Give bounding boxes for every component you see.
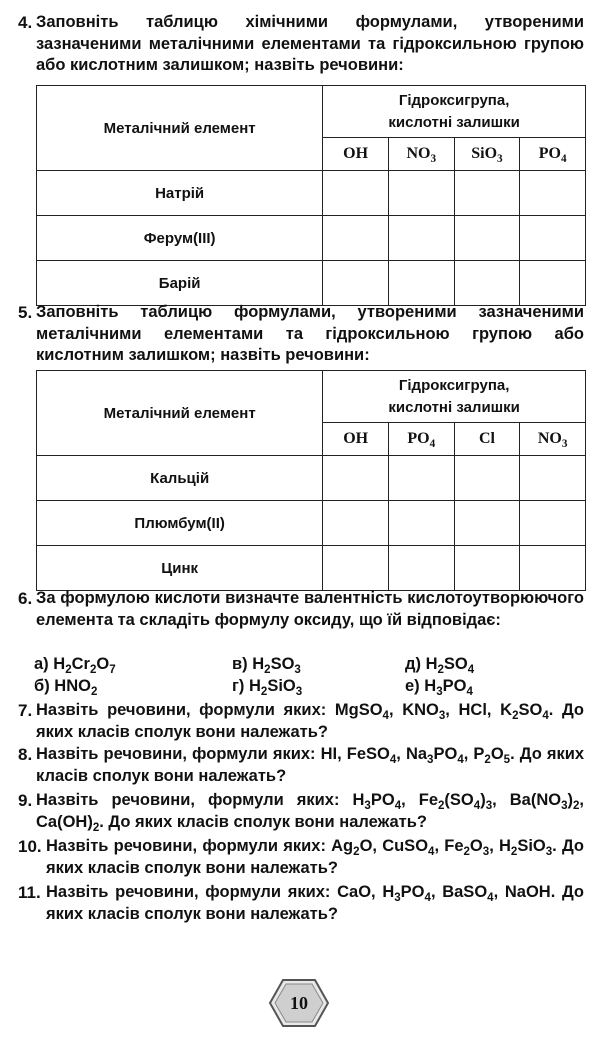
- option-g: г) $H_2SiO_3$: [232, 677, 303, 699]
- ion-oh: OH: [323, 138, 389, 171]
- ion-no3: $NO_3$: [520, 423, 586, 456]
- answer-cell[interactable]: [520, 216, 586, 261]
- answer-cell[interactable]: [388, 216, 454, 261]
- answer-cell[interactable]: [388, 501, 454, 546]
- ion-oh: OH: [323, 423, 389, 456]
- table-row: [37, 456, 586, 501]
- row-element: Плюмбум(II): [37, 501, 323, 546]
- header-group: Гідроксигрупа, кислотні залишки: [323, 371, 586, 423]
- task-text: Назвіть речовини, формули яких: CaO, $H_3PO_4$, BaSO$_4$, NaOH. До яких класів сполук вони належать?: [46, 883, 585, 923]
- ion-po4: $PO_4$: [520, 138, 586, 171]
- answer-cell[interactable]: [388, 456, 454, 501]
- header-metal-element: Металічний елемент: [37, 86, 323, 171]
- row-element: Натрій: [37, 171, 323, 216]
- task-7: [18, 700, 584, 743]
- ion-cl: Cl: [454, 423, 520, 456]
- task-number: 5.: [18, 303, 33, 322]
- task-text: Назвіть речовини, формули яких: HI, FeSO$_4$, $Na_3PO_4$, $P_2O_5$. До яких класів сполук вони належать?: [36, 745, 585, 785]
- task-number: 7.: [18, 701, 33, 720]
- task-9: [18, 790, 584, 833]
- task-6-options: [34, 654, 574, 698]
- table-row: [37, 216, 586, 261]
- table-task-5: [36, 370, 586, 591]
- answer-cell[interactable]: [520, 456, 586, 501]
- task-number: 4.: [18, 13, 33, 32]
- answer-cell[interactable]: [388, 171, 454, 216]
- option-d: д) $H_2SO_4$: [405, 655, 475, 677]
- task-text: Назвіть речовини, формули яких: $Ag_2O$, CuSO$_4$, $Fe_2O_3$, $H_2SiO_3$. До яких класів сполук вони належать?: [46, 837, 584, 877]
- table-row: [37, 501, 586, 546]
- answer-cell[interactable]: [454, 501, 520, 546]
- task-text: Заповніть таблицю хімічними формулами, утвореними зазначеними металічними елементами та гідроксильною групою або кислотним залишком; назвіть речовини:: [36, 13, 584, 74]
- task-8: [18, 744, 584, 787]
- row-element: Ферум(III): [37, 216, 323, 261]
- task-6: [18, 588, 584, 631]
- answer-cell[interactable]: [520, 501, 586, 546]
- table-row: [37, 171, 586, 216]
- task-11: [18, 882, 584, 925]
- answer-cell[interactable]: [454, 261, 520, 306]
- answer-cell[interactable]: [520, 171, 586, 216]
- option-a: а) $H_2Cr_2O_7$: [34, 655, 116, 677]
- answer-cell[interactable]: [323, 501, 389, 546]
- task-number: 11.: [18, 883, 41, 902]
- task-number: 8.: [18, 745, 33, 764]
- option-b: б) $HNO_2$: [34, 677, 98, 699]
- answer-cell[interactable]: [388, 261, 454, 306]
- row-element: Барій: [37, 261, 323, 306]
- row-element: Кальцій: [37, 456, 323, 501]
- table-row: [37, 261, 586, 306]
- answer-cell[interactable]: [454, 171, 520, 216]
- page-number-badge: [268, 978, 330, 1028]
- answer-cell[interactable]: [454, 546, 520, 591]
- row-element: Цинк: [37, 546, 323, 591]
- header-metal-element: Металічний елемент: [37, 371, 323, 456]
- task-number: 10.: [18, 837, 42, 856]
- header-group: Гідроксигрупа, кислотні залишки: [323, 86, 586, 138]
- table-row: [37, 546, 586, 591]
- option-v: в) $H_2SO_3$: [232, 655, 301, 677]
- task-text: Заповніть таблицю формулами, утвореними зазначеними металічними елементами та гідроксильною групою або кислотним залишком; назвіть речовини:: [36, 303, 584, 364]
- answer-cell[interactable]: [454, 456, 520, 501]
- task-number: 9.: [18, 791, 33, 810]
- answer-cell[interactable]: [388, 546, 454, 591]
- answer-cell[interactable]: [454, 216, 520, 261]
- ion-sio3: SiO$_3$: [454, 138, 520, 171]
- answer-cell[interactable]: [323, 261, 389, 306]
- task-4: [18, 12, 584, 77]
- answer-cell[interactable]: [520, 261, 586, 306]
- task-text: Назвіть речовини, формули яких: $H_3PO_4$, $Fe_2(SO_4)_3$, $Ba(NO_3)_2$, $Ca(OH)_2$. До яких класів сполук вони належать?: [36, 791, 585, 834]
- answer-cell[interactable]: [323, 546, 389, 591]
- answer-cell[interactable]: [323, 216, 389, 261]
- page-number: 10: [290, 993, 308, 1013]
- task-text: За формулою кислоти визначте валентність кислотоутворюючого елемента та складіть формулу оксиду, що їй відповідає:: [36, 589, 584, 629]
- task-5: [18, 302, 584, 367]
- ion-po4: $PO_4$: [388, 423, 454, 456]
- task-10: [18, 836, 584, 879]
- table-task-4: [36, 85, 586, 306]
- answer-cell[interactable]: [323, 171, 389, 216]
- option-e: е) $H_3PO_4$: [405, 677, 473, 699]
- task-number: 6.: [18, 589, 33, 608]
- answer-cell[interactable]: [323, 456, 389, 501]
- ion-no3: $NO_3$: [388, 138, 454, 171]
- task-text: Назвіть речовини, формули яких: MgSO$_4$, $KNO_3$, HCl, $K_2SO_4$. До яких класів сполук вони належать?: [36, 701, 584, 741]
- answer-cell[interactable]: [520, 546, 586, 591]
